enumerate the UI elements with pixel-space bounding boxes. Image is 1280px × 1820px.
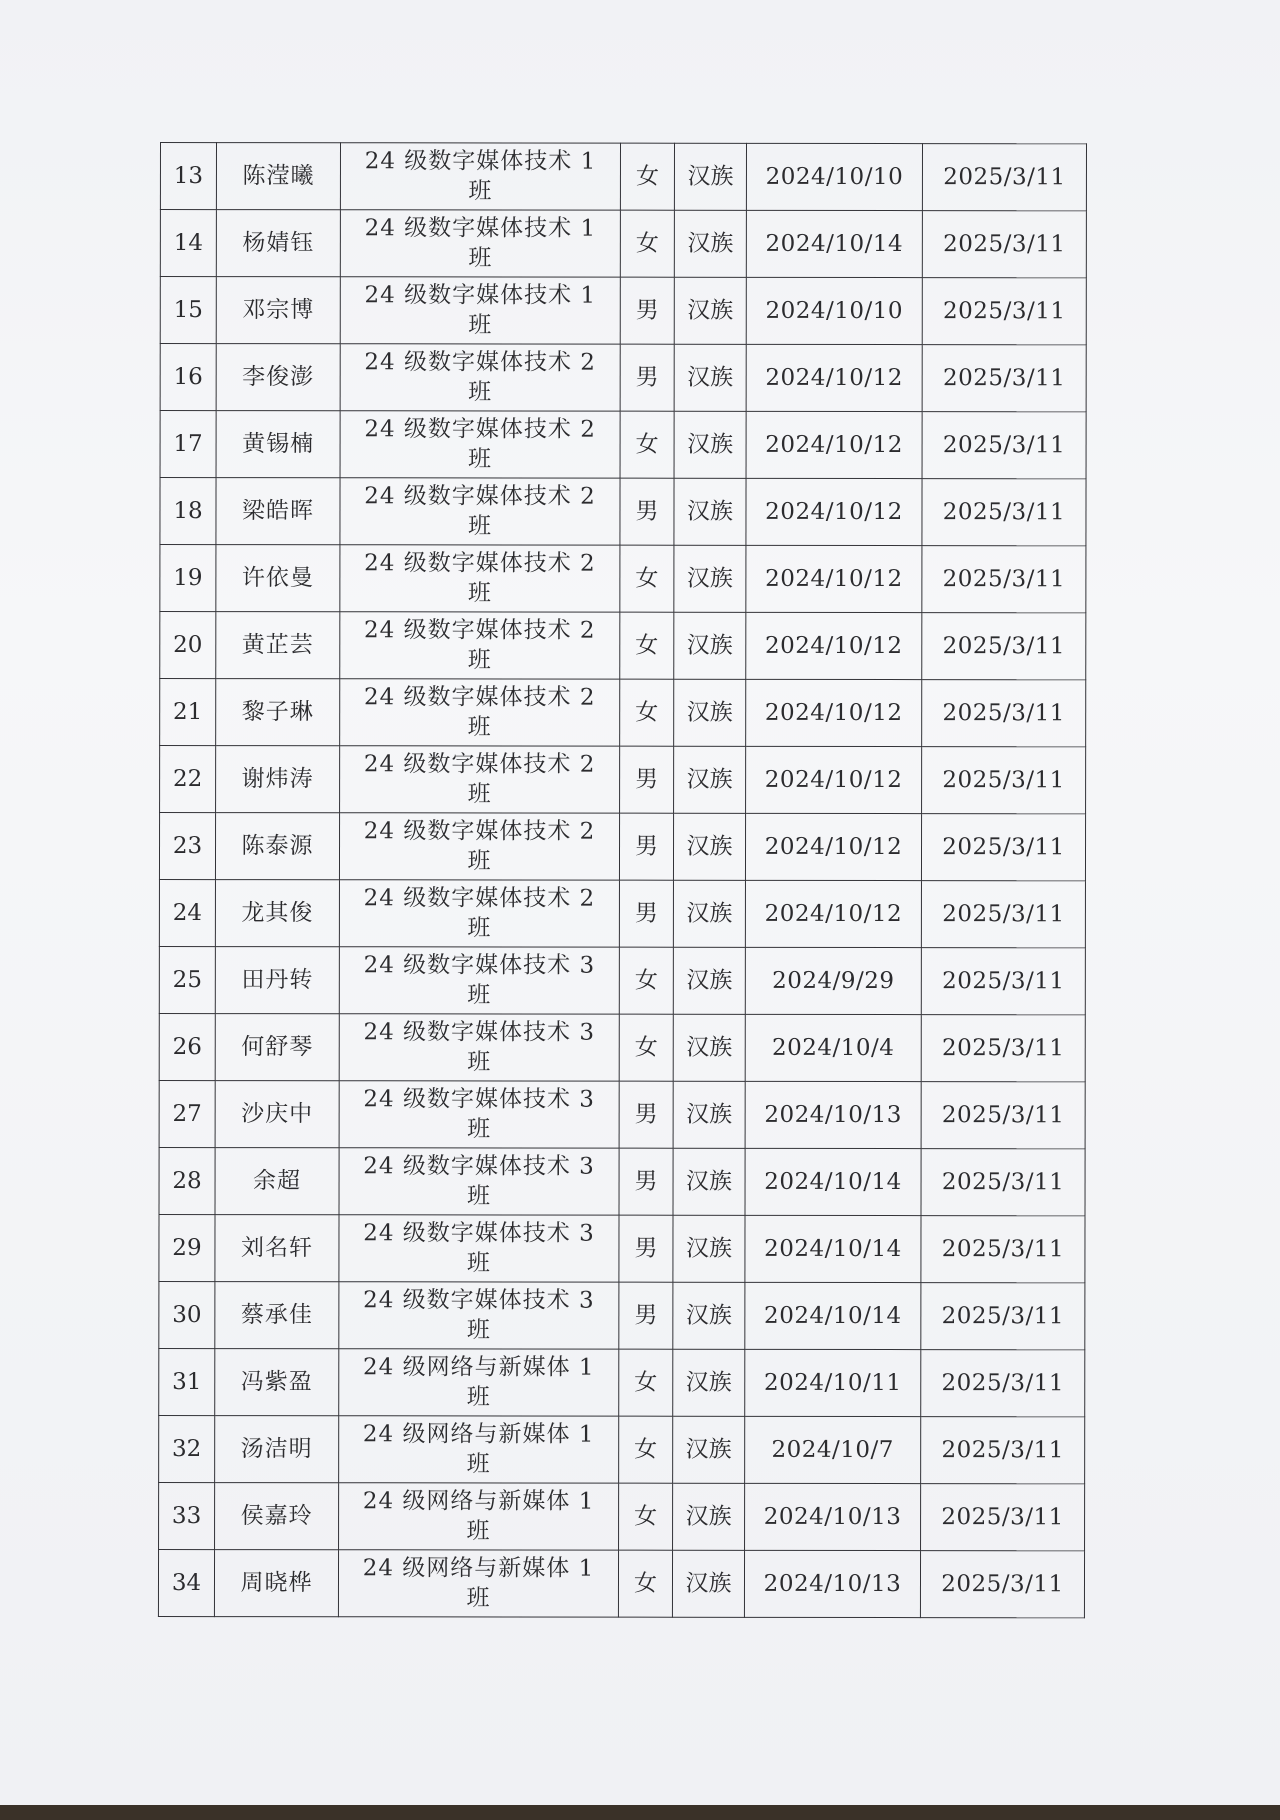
date-start-cell: 2024/10/12: [746, 679, 922, 746]
ethnicity-cell: 汉族: [673, 880, 745, 947]
table-row: [160, 143, 1086, 211]
student-name-cell: 蔡承佳: [215, 1282, 339, 1349]
class-name-cell: 24 级数字媒体技术 1 班: [340, 210, 620, 277]
date-start-cell: 2024/10/10: [746, 143, 922, 210]
ethnicity-cell: 汉族: [674, 143, 746, 210]
ethnicity-cell: 汉族: [673, 947, 745, 1014]
date-end-cell: 2025/3/11: [922, 144, 1086, 211]
table-row: [159, 1013, 1085, 1081]
student-name-cell: 龙其俊: [215, 880, 339, 947]
row-number-cell: 27: [159, 1080, 215, 1147]
date-end-cell: 2025/3/11: [921, 1417, 1085, 1484]
date-end-cell: 2025/3/11: [922, 412, 1086, 479]
class-name-cell: 24 级数字媒体技术 2 班: [340, 612, 620, 679]
date-end-cell: 2025/3/11: [921, 1015, 1085, 1082]
student-name-cell: 汤洁明: [215, 1416, 339, 1483]
gender-cell: 女: [619, 1483, 673, 1550]
row-number-cell: 17: [160, 411, 216, 478]
student-name-cell: 田丹转: [215, 947, 339, 1014]
roster-body: [158, 143, 1086, 1618]
class-name-cell: 24 级数字媒体技术 2 班: [340, 679, 620, 746]
date-end-cell: 2025/3/11: [920, 1551, 1084, 1618]
student-name-cell: 黄锡楠: [216, 411, 340, 478]
date-start-cell: 2024/10/13: [745, 1483, 921, 1550]
row-number-cell: 25: [159, 946, 215, 1013]
class-name-cell: 24 级数字媒体技术 2 班: [340, 746, 620, 813]
ethnicity-cell: 汉族: [674, 612, 746, 679]
student-name-cell: 谢炜涛: [216, 746, 340, 813]
table-row: [160, 411, 1086, 479]
ethnicity-cell: 汉族: [673, 1349, 745, 1416]
student-name-cell: 沙庆中: [215, 1081, 339, 1148]
date-start-cell: 2024/10/12: [746, 545, 922, 612]
date-start-cell: 2024/10/4: [745, 1014, 921, 1081]
ethnicity-cell: 汉族: [673, 1215, 745, 1282]
gender-cell: 男: [619, 1282, 673, 1349]
table-row: [160, 545, 1086, 613]
student-name-cell: 何舒琴: [215, 1014, 339, 1081]
background-surface: [0, 1805, 1280, 1820]
class-name-cell: 24 级网络与新媒体 1 班: [339, 1483, 619, 1550]
gender-cell: 男: [619, 1148, 673, 1215]
gender-cell: 女: [620, 143, 674, 210]
row-number-cell: 31: [159, 1348, 215, 1415]
ethnicity-cell: 汉族: [674, 411, 746, 478]
ethnicity-cell: 汉族: [674, 277, 746, 344]
ethnicity-cell: 汉族: [674, 478, 746, 545]
date-start-cell: 2024/10/14: [745, 1282, 921, 1349]
gender-cell: 男: [619, 880, 673, 947]
class-name-cell: 24 级数字媒体技术 3 班: [339, 947, 619, 1014]
table-row: [160, 679, 1086, 747]
gender-cell: 男: [619, 1081, 673, 1148]
ethnicity-cell: 汉族: [673, 1081, 745, 1148]
student-name-cell: 陈泰源: [215, 813, 339, 880]
table-row: [160, 746, 1086, 814]
class-name-cell: 24 级数字媒体技术 2 班: [340, 478, 620, 545]
date-end-cell: 2025/3/11: [922, 211, 1086, 278]
student-name-cell: 梁皓晖: [216, 478, 340, 545]
row-number-cell: 15: [160, 277, 216, 344]
row-number-cell: 24: [159, 880, 215, 947]
class-name-cell: 24 级数字媒体技术 3 班: [339, 1148, 619, 1215]
gender-cell: 男: [620, 277, 674, 344]
date-start-cell: 2024/10/12: [746, 746, 922, 813]
date-start-cell: 2024/10/10: [746, 277, 922, 344]
student-name-cell: 陈滢曦: [216, 143, 340, 210]
class-name-cell: 24 级数字媒体技术 2 班: [340, 545, 620, 612]
gender-cell: 女: [619, 1349, 673, 1416]
ethnicity-cell: 汉族: [674, 746, 746, 813]
table-row: [160, 210, 1086, 278]
gender-cell: 女: [620, 411, 674, 478]
date-start-cell: 2024/10/12: [745, 880, 921, 947]
student-name-cell: 侯嘉玲: [215, 1483, 339, 1550]
date-start-cell: 2024/10/11: [745, 1349, 921, 1416]
table-row: [159, 1080, 1085, 1148]
date-end-cell: 2025/3/11: [922, 479, 1086, 546]
date-end-cell: 2025/3/11: [921, 1082, 1085, 1149]
class-name-cell: 24 级数字媒体技术 2 班: [339, 813, 619, 880]
table-row: [160, 478, 1086, 546]
gender-cell: 女: [620, 612, 674, 679]
date-start-cell: 2024/10/13: [745, 1081, 921, 1148]
student-name-cell: 冯紫盈: [215, 1349, 339, 1416]
ethnicity-cell: 汉族: [674, 210, 746, 277]
date-end-cell: 2025/3/11: [921, 948, 1085, 1015]
gender-cell: 男: [620, 746, 674, 813]
row-number-cell: 33: [159, 1482, 215, 1549]
date-start-cell: 2024/10/13: [744, 1550, 920, 1617]
date-start-cell: 2024/10/12: [746, 411, 922, 478]
date-start-cell: 2024/10/12: [746, 344, 922, 411]
student-name-cell: 邓宗博: [216, 277, 340, 344]
student-name-cell: 黎子琳: [216, 679, 340, 746]
class-name-cell: 24 级数字媒体技术 1 班: [340, 277, 620, 344]
row-number-cell: 34: [158, 1549, 214, 1616]
ethnicity-cell: 汉族: [674, 679, 746, 746]
gender-cell: 女: [620, 210, 674, 277]
ethnicity-cell: 汉族: [673, 1148, 745, 1215]
row-number-cell: 20: [160, 612, 216, 679]
class-name-cell: 24 级数字媒体技术 2 班: [340, 344, 620, 411]
student-name-cell: 黄芷芸: [216, 612, 340, 679]
date-start-cell: 2024/10/14: [745, 1215, 921, 1282]
row-number-cell: 26: [159, 1013, 215, 1080]
gender-cell: 女: [620, 545, 674, 612]
table-row: [159, 813, 1085, 881]
date-end-cell: 2025/3/11: [921, 1149, 1085, 1216]
row-number-cell: 21: [160, 679, 216, 746]
table-row: [159, 1415, 1085, 1483]
date-start-cell: 2024/10/14: [745, 1148, 921, 1215]
roster-table: [158, 142, 1087, 1618]
ethnicity-cell: 汉族: [673, 1014, 745, 1081]
class-name-cell: 24 级数字媒体技术 3 班: [339, 1215, 619, 1282]
class-name-cell: 24 级数字媒体技术 1 班: [340, 143, 620, 210]
gender-cell: 男: [620, 344, 674, 411]
date-start-cell: 2024/10/12: [746, 478, 922, 545]
row-number-cell: 30: [159, 1281, 215, 1348]
row-number-cell: 13: [160, 143, 216, 210]
row-number-cell: 19: [160, 545, 216, 612]
date-end-cell: 2025/3/11: [921, 814, 1085, 881]
student-name-cell: 周晓桦: [214, 1550, 338, 1617]
date-start-cell: 2024/10/12: [745, 813, 921, 880]
ethnicity-cell: 汉族: [673, 1416, 745, 1483]
date-end-cell: 2025/3/11: [921, 1350, 1085, 1417]
ethnicity-cell: 汉族: [674, 545, 746, 612]
student-name-cell: 余超: [215, 1148, 339, 1215]
table-row: [159, 1281, 1085, 1349]
ethnicity-cell: 汉族: [673, 1483, 745, 1550]
gender-cell: 女: [618, 1550, 672, 1617]
row-number-cell: 28: [159, 1147, 215, 1214]
gender-cell: 女: [620, 679, 674, 746]
row-number-cell: 29: [159, 1214, 215, 1281]
date-end-cell: 2025/3/11: [922, 278, 1086, 345]
row-number-cell: 14: [160, 210, 216, 277]
class-name-cell: 24 级数字媒体技术 2 班: [339, 880, 619, 947]
ethnicity-cell: 汉族: [674, 344, 746, 411]
table-row: [160, 344, 1086, 412]
date-start-cell: 2024/10/12: [746, 612, 922, 679]
student-name-cell: 刘名轩: [215, 1215, 339, 1282]
table-row: [159, 1348, 1085, 1416]
date-end-cell: 2025/3/11: [922, 747, 1086, 814]
table-row: [159, 1147, 1085, 1215]
gender-cell: 女: [619, 947, 673, 1014]
gender-cell: 女: [619, 1014, 673, 1081]
gender-cell: 女: [619, 1416, 673, 1483]
class-name-cell: 24 级网络与新媒体 1 班: [338, 1550, 618, 1617]
row-number-cell: 16: [160, 344, 216, 411]
date-start-cell: 2024/9/29: [745, 947, 921, 1014]
date-start-cell: 2024/10/14: [746, 210, 922, 277]
gender-cell: 男: [619, 813, 673, 880]
class-name-cell: 24 级网络与新媒体 1 班: [339, 1416, 619, 1483]
class-name-cell: 24 级数字媒体技术 2 班: [340, 411, 620, 478]
table-row: [159, 1214, 1085, 1282]
table-row: [160, 277, 1086, 345]
ethnicity-cell: 汉族: [673, 1282, 745, 1349]
date-end-cell: 2025/3/11: [921, 1484, 1085, 1551]
date-end-cell: 2025/3/11: [922, 546, 1086, 613]
table-row: [158, 1549, 1084, 1617]
gender-cell: 男: [620, 478, 674, 545]
row-number-cell: 32: [159, 1415, 215, 1482]
gender-cell: 男: [619, 1215, 673, 1282]
row-number-cell: 22: [160, 746, 216, 813]
ethnicity-cell: 汉族: [673, 813, 745, 880]
date-start-cell: 2024/10/7: [745, 1416, 921, 1483]
table-row: [159, 1482, 1085, 1550]
student-name-cell: 许依曼: [216, 545, 340, 612]
class-name-cell: 24 级数字媒体技术 3 班: [339, 1014, 619, 1081]
date-end-cell: 2025/3/11: [921, 1216, 1085, 1283]
table-row: [159, 880, 1085, 948]
table-row: [159, 946, 1085, 1014]
class-name-cell: 24 级数字媒体技术 3 班: [339, 1081, 619, 1148]
date-end-cell: 2025/3/11: [922, 613, 1086, 680]
class-name-cell: 24 级网络与新媒体 1 班: [339, 1349, 619, 1416]
date-end-cell: 2025/3/11: [922, 680, 1086, 747]
row-number-cell: 18: [160, 478, 216, 545]
student-name-cell: 杨婧钰: [216, 210, 340, 277]
date-end-cell: 2025/3/11: [921, 881, 1085, 948]
row-number-cell: 23: [159, 813, 215, 880]
ethnicity-cell: 汉族: [672, 1550, 744, 1617]
date-end-cell: 2025/3/11: [922, 345, 1086, 412]
student-name-cell: 李俊澎: [216, 344, 340, 411]
date-end-cell: 2025/3/11: [921, 1283, 1085, 1350]
class-name-cell: 24 级数字媒体技术 3 班: [339, 1282, 619, 1349]
table-row: [160, 612, 1086, 680]
